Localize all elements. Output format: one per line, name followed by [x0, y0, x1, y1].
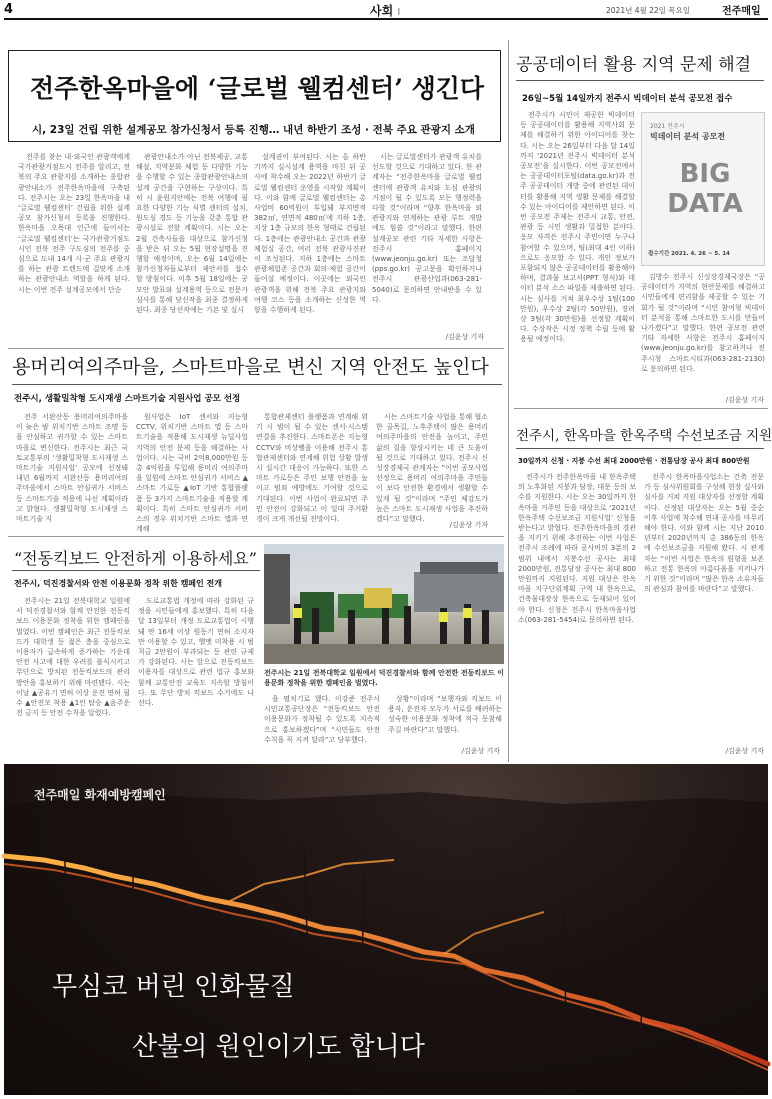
- poster-date: 접수기간 2021. 4. 26 ~ 5. 14: [648, 251, 730, 257]
- section-mark: I: [397, 7, 401, 18]
- article4-col1-text: 전주시가 전주한옥마을 내 한옥주택의 노후화된 지붕과 담장, 대문 등의 보수를 지원한다. 시는 오는 30일까지 한옥마을 거주민 등을 대상으로 ‘2021년 한옥주택 수선보조금 지원사업’ 신청을 받는다고 밝혔다. 전주한옥마을의 경관을 지키기 위해 추진하는 이번 사업은 전주시 조례에 따라 공사비의 3분의 2 범위 내에서 지붕수선 공사는 최대 2000만원, 전통담장 공사는 최대 800만원까지 지원된다. 지원 대상은 한옥마을 지구단위계획 구역 내 한옥으로, 건축물대장상 한옥으로 등재되어 있어야 한다. 신청은 전주시 한옥마을사업소(063-281-5454)로 문의하면 된다.: [518, 473, 636, 624]
- article3-col4-text: 시는 스마트기술 사업을 통해 협소한 골목길, 노후주택이 많은 용머리여의주마을의 안전을 높이고, 주민 삶의 질을 향상시키는 데 큰 도움이 될 것으로 기대하고 있다. 전주시 신성장경제국 관계자는 “이번 공모사업 선정으로 용머리 여의주마을 주민들이 보다 안전한 환경에서 생활할 수 있게 될 것”이라며 “주민 체감도가 높은 스마트 도시재생 사업을 추진하겠다”고 말했다.: [376, 413, 488, 524]
- article2-col2: [641, 272, 765, 394]
- article5-headline: “전동킥보드 안전하게 이용하세요”: [14, 549, 257, 568]
- article3-headline: 용머리여의주마을, 스마트마을로 변신 지역 안전도 높인다: [12, 356, 489, 378]
- article3-subhead: 전주시, 생활밀착형 도시재생 스마트기술 지원사업 공모 선정: [14, 394, 241, 404]
- article5-col2: [138, 596, 254, 754]
- issue-date: 2021년 4월 22일 목요일: [606, 6, 691, 15]
- article3-top-rule: [8, 348, 504, 349]
- poster-top: 2021 전주시: [650, 123, 685, 130]
- article1-col1-text: 전주를 찾는 내·외국인 관광객에게 국가관광거점도시 전주를 알리고, 전북의 주요 관광지를 소개하는 종합관광안내소가 전주한옥마을에 구축된다. 전주시는 오는 23일 한옥마을 내 ‘글로벌 웰컴센터’ 건립을 위한 설계공모 참가신청서 등록을 진행한다. 한옥마을 오목대 인근에 들어서는 ‘글로벌 웰컴센터’는 국가관광거점도시인 전북 전주 구도심의 전주를 중심으로 도내 14개 시·군 주요 관광지를 하는 관광 트렌드에 걸맞게 소개하는 관광안내소 역할을 하게 된다. 시는 이번 전주 설계공모에서 단순: [18, 153, 130, 294]
- article2-col1-text: 전주시가 시민이 제공한 빅데이터 등 공공데이터를 활용해 지역사회 문제를 해결하기 위한 아이디어를 찾는다. 시는 오는 26일부터 다음 달 14일까지 ‘2021년 전주시 빅데이터 분석 공모전’을 실시한다. 이번 공모전에서는 공공데이터포털(data.go.kr)과 전주 공공데이터 개방 중에 관련된 데이터를 활용해 지역 생활 문제를 해결할 수 있는 아이디어를 제안하면 된다. 이번 공모전 주제는 전주시 교통, 안전, 관광 등 시민 생활과 밀접한 분야다. 응모 자격은 전주시 주민이면 누구나 참여할 수 있으며, 팀(최대 4인 이하)으로도 응모할 수 있다. 개인 정보가 포함되지 않은 공공데이터를 활용해야 하며, 결과물 보고서(PPT 형식)와 데이터 분석 소스 파일을 제출하면 된다. 시는 심사를 거쳐 최우수상 1팀(100만원), 우수상 2팀(각 50만원), 장려상 3팀(각 30만원)을 선정할 계획이다. 수상작은 시정 정책 수립 등에 활용될 예정이다.: [520, 111, 635, 344]
- article2-headline: 공공데이터 활용 지역 문제 해결: [516, 55, 752, 75]
- article5-col2-text: 도로교통법 개정에 따라 강화된 규정을 시민들에게 홍보했다. 특히 다음 달 13일부터 개정 도로교통법이 시행돼 만 16세 이상 원동기 면허 소지자만 이용할 수 있고, 헬멧 미착용 시 범칙금 2만원이 부과되는 등 관련 규제가 강화된다. 시는 앞으로 전동킥보드 이용자를 대상으로 관련 법규 홍보와 함께 교통안전 교육도 지속할 방침이다. 또 무단 방치 킥보드 수거에도 나선다.: [138, 597, 254, 708]
- article4-col2-text: 전주시 한옥마을사업소는 건축 전문가 등 심사위원회를 구성해 현장 실사와 심사를 거쳐 지원 대상자를 선정할 계획이다. 선정된 대상자는 오는 5월 중순 이후 사업에 착수해 연내 공사를 마무리해야 한다. 이와 함께 시는 지난 2010년부터 2020년까지 총 386동의 한옥에 수선보조금을 지원해 왔다. 시 관계자는 “이번 사업은 한옥의 원형을 보존하고 전통 한옥의 아름다움을 지켜나가기 위한 것”이라며 “많은 한옥 소유자들의 관심과 참여를 바란다”고 말했다.: [644, 473, 764, 594]
- article5-top-rule: [8, 536, 504, 537]
- poster-title: 빅데이터 분석 공모전: [650, 132, 726, 141]
- article5-col3: [264, 694, 380, 754]
- article4-rule: [516, 448, 764, 449]
- article1-col2-text: 관광안내소가 아닌 전북제공, 교통해설, 지역문화 체험 등 다양한 기능을 수행할 수 있는 종합관광안내소의 설계 공간을 구현하는 구상이다. 특히 시 윤원지안에는 전북 여행에 필요한 다양한 기능 식별 센터의 설치, 원도심 경도 등 기능을 갖춘 통합 관광시설로 전할 계획이다. 시는 오는 2월 건축사들을 대상으로 참가신청을 받은 뒤 오는 5월 현장설명을 진행할 예정이며, 오는 6월 14일에는 참가신청자들로부터 제안서를 접수할 방침이다. 이후 5월 18일에는 공모안 발표와 설계용역 등으로 전문가 심사를 통해 당선작을 최종 결정하게 된다. 최종 당선작에는 기본 및 실시: [136, 153, 248, 315]
- article2-col2-text: 김방수 전주시 신성장경제국장은 “공공데이터가 지역의 현안문제를 해결하고 시민들에게 편리함을 제공할 수 있는 기회가 될 것”이라며 “시민 참여형 빅데이터 분석을 통해 스마트한 도시를 만들어 나가겠다”고 말했다. 한편 공모전 관련 기타 자세한 사항은 전주시 홈페이지(www.jeonju.go.kr)를 참고하거나 전주시청 스마트시티과(063-281-2130)로 문의하면 된다.: [641, 273, 765, 373]
- article3-head-rule: [12, 384, 502, 385]
- article2-rule: [516, 80, 764, 81]
- section-label: 사회: [370, 4, 394, 18]
- article4-subhead: 30일까지 신청 · 지붕 수선 최대 2000만원 · 전통담장 공사 최대 800만원: [518, 457, 750, 465]
- article5-col1-text: 전주시는 21일 전북대학교 일원에서 덕진경찰서와 함께 안전한 전동킥보드 이용문화 정착을 위한 캠페인을 벌였다. 이번 캠페인은 최근 전동킥보드가 대학생 등 젊은 층을 중심으로 이용자가 급속하게 증가하는 가운데 안전 사고에 대한 우려를 불식시키고 무단으로 방치된 전동킥보드의 관리 방안을 홍보하기 위해 마련됐다. 시는 이날 ▲공유기 면허 이상 운전 면허 필수 ▲안전모 착용 ▲1인 탑승 ▲음주운전 금지 등 안전 수칙을 알렸다.: [16, 597, 130, 718]
- article2-bottom-rule: [514, 408, 768, 409]
- article4-headline: 전주시, 한옥마을 한옥주택 수선보조금 지원: [516, 428, 772, 444]
- article3-col4: [376, 412, 488, 524]
- paper-name: 전주매일: [722, 6, 761, 17]
- article5-col3-text: 을 펼치기로 했다. 이강준 전주시 시민교통공단장은 “전동킥보드 안전 이용문화가 정착될 수 있도록 지속적으로 홍보하겠다”며 “시민들도 안전 수칙을 꼭 지켜 달라”고 당부했다.: [264, 695, 380, 744]
- article5-col1: [16, 596, 130, 754]
- poster-big: BIG DATA: [667, 159, 743, 219]
- article4-col2: [644, 472, 764, 740]
- header-rule: [4, 18, 768, 20]
- article1-subhead: 시, 23일 건립 위한 설계공모 참가신청서 등록 진행… 내년 하반기 조성 · 전북 주요 관광지 소개: [32, 124, 475, 136]
- article3-col3: [256, 412, 368, 532]
- section-title: [370, 2, 400, 19]
- article1-col1: [18, 152, 130, 342]
- campaign-photo: [264, 544, 504, 664]
- campaign-line1: 무심코 버린 인화물질: [52, 972, 295, 1002]
- article5-head-rule: [12, 570, 260, 571]
- article3-byline: /김윤상 기자: [449, 521, 488, 529]
- bigdata-poster: [641, 112, 765, 266]
- article5-byline: /김윤상 기자: [461, 747, 500, 755]
- article2-col1: [520, 110, 635, 400]
- article4-col1: [518, 472, 636, 758]
- article1-col3-text: 설계권이 부여된다. 시는 올 하반기까지 실시설계 용역을 마친 뒤 공사에 착수해 오는 2022년 하반기 글로벌 웰컴센터 운영을 시작할 계획이다. 이와 함께 글로벌 웰컴센터는 총사업비 60억원이 투입돼 부지면적 382㎡, 연면적 480㎡에 지하 1층, 지상 1층 규모의 한옥 형태로 건립된다. 1층에는 관광안내소 공간과 관광체험실 공간, 여러 전북 관광사진관이 조성된다. 지하 1층에는 스마트 관광체험존 공간과 회의·체험 공간이 들어설 예정이다. 이곳에는 외국인 관광객을 위해 전북 주요 관광지와 여행 코스 등을 소개하는 신성한 역할을 수행하게 된다.: [254, 153, 366, 315]
- article3-col1: [16, 412, 128, 532]
- article5-col4-text: 상황”이라며 “보행자와 킥보드 이용자, 운전자 모두가 서로를 배려하는 성숙한 이용문화 정착에 적극 동참해 주길 바란다”고 말했다.: [388, 695, 502, 734]
- article5-col4: [388, 694, 502, 742]
- article3-col3-text: 통합관제센터 플랫폼과 연계해 위기 시 범이 될 수 있는 센서·시스템 연결을 추진한다. 스마트폰은 지능형 CCTV와 비상벨을 이용해 전주시 통합관제센터와 연계해 위험 상황 발생 시 실시간 대응이 가능하다. 또한 스마트 가로등은 주민 보행 안전을 높이고 범죄 예방에도 기여할 것으로 기대된다. 이번 사업이 완료되면 주민 안전이 강화되고 이 일대 주거환경이 크게 개선될 전망이다.: [256, 413, 368, 524]
- article5-subhead: 전주시, 덕진경찰서와 안전 이용문화 정착 위한 캠페인 전개: [14, 579, 223, 588]
- page-number: 4: [4, 2, 14, 17]
- article1-col2: [136, 152, 248, 342]
- campaign-photo-illustration: [264, 544, 504, 664]
- column-divider: [508, 40, 509, 762]
- campaign-line2: 산불의 원인이기도 합니다: [132, 1032, 425, 1062]
- article3-col1-text: 전주 서완산동 용머리여의주마을이 늦은 밤 위치기반 스마트 조명 등을 안심하고 귀가할 수 있는 스마트마을로 변신한다. 전주시는 최근 국토교통부의 ‘생활밀착형 도시재생 스마트기술 지원사업’ 공모에 선정돼 내년 6월까지 서완산동 용머리여의주마을에서 스마트 안심귀가 서비스 등 스마트기술 적용에 나선 계획이라고 밝혔다. 생활밀착형 도시재생 스마트기술 지: [16, 413, 128, 524]
- fire-campaign-ad: [4, 764, 768, 1095]
- article1-byline: /김윤상 기자: [445, 333, 484, 341]
- article5-photo-caption: [264, 668, 504, 690]
- article4-byline: /김윤상 기자: [725, 747, 764, 755]
- article3-col2-text: 원사업은 IoT 센서와 지능형 CCTV, 위치기반 스마트 앱 등 스마트기술을 적용해 도시재생 뉴딜사업 지역의 안전 문제 등을 해결하는 사업이다. 시는 국비 2억8,000만원 등 총 4억원을 투입해 용머리 여의주마을 일원에 스마트 안심귀가 서비스 ▲스마트 가로등 ▲IoT 기반 통합플랫폼 등 3가지 스마트기술을 적용할 계획이다. 특히 스마트 안심귀가 서비스의 경우 위치기반 스마트 앱과 연계해: [136, 413, 248, 534]
- article2-subhead: 26일~5월 14일까지 전주시 빅데이터 분석 공모전 접수: [522, 94, 733, 104]
- article5-photo-caption-text: 전주시는 21일 전북대학교 일원에서 덕진경찰서와 함께 안전한 전동킥보드 이용문화 정착을 위한 캠페인을 벌였다.: [264, 669, 504, 688]
- article3-col2: [136, 412, 248, 532]
- article1-col4: [372, 152, 482, 330]
- article1-col4-text: 시는 글로벌센터가 관광객 유치를 선도할 것으로 기대하고 있다. 한 관계자는 “전주한옥마을 글로벌 웰컴센터에 관광객 유치와 도심 관광의 거점이 될 수 있도록 모든 행정력을 다할 것”이라며 “향후 한옥마을 외 관광지와 연계하는 관광 루트 개발에도 힘쓸 것”이라고 말했다. 한편 설계공모 관련 기타 자세한 사항은 전주시 홈페이지(www.jeonju.go.kr) 또는 조달청(pps.go.kr) 공고문을 확인하거나 전주시 관광산업과(063-281-5040)로 문의하면 안내받을 수 있다.: [372, 153, 482, 304]
- article1-headline: 전주한옥마을에 ‘글로벌 웰컴센터’ 생긴다: [30, 74, 485, 103]
- article1-col3: [254, 152, 366, 342]
- campaign-label: 전주매일 화재예방캠페인: [34, 788, 166, 802]
- article2-byline: /김윤상 기자: [725, 396, 764, 404]
